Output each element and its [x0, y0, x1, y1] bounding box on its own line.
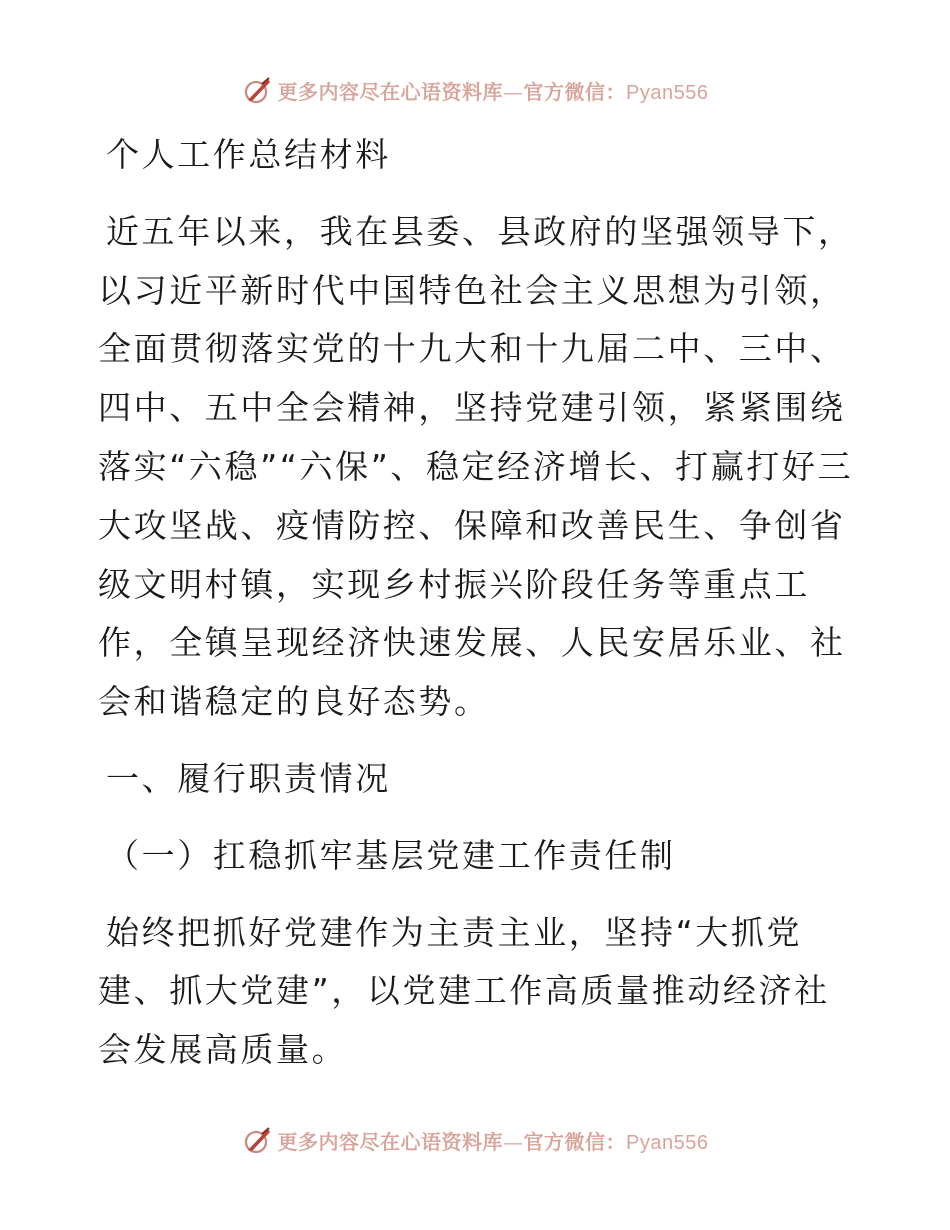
section-heading: 一、履行职责情况: [106, 758, 391, 798]
document-body: [98, 126, 858, 1080]
subsection-heading: （一）扛稳抓牢基层党建工作责任制: [106, 835, 676, 875]
watermark-text: 更多内容尽在心语资料库—官方微信：Pyan556: [277, 79, 709, 104]
watermark-text: 更多内容尽在心语资料库—官方微信：Pyan556: [277, 1129, 709, 1154]
intro-paragraph: 近五年以来，我在县委、县政府的坚强领导下，以习近平新时代中国特色社会主义思想为引领，全面贯彻落实党的十九大和十九届二中、三中、四中、五中全会精神，坚持党建引领，紧紧围绕落实“六稳”“六保”、稳定经济增长、打赢打好三大攻坚战、疫情防控、保障和改善民生、争创省级文明村镇，实现乡村振兴阶段任务等重点工作，全镇呈现经济快速发展、人民安居乐业、社会和谐稳定的良好态势。: [98, 211, 854, 722]
quill-logo-icon: [242, 74, 274, 106]
document-title: 个人工作总结材料: [106, 135, 391, 174]
body-paragraph: 始终把抓好党建作为主责主业，坚持“大抓党建、抓大党建”，以党建工作高质量推动经济社会发展高质量。: [98, 912, 830, 1070]
quill-logo-icon: [242, 1124, 274, 1156]
watermark-footer: [0, 1120, 950, 1160]
watermark-header: [0, 70, 950, 110]
